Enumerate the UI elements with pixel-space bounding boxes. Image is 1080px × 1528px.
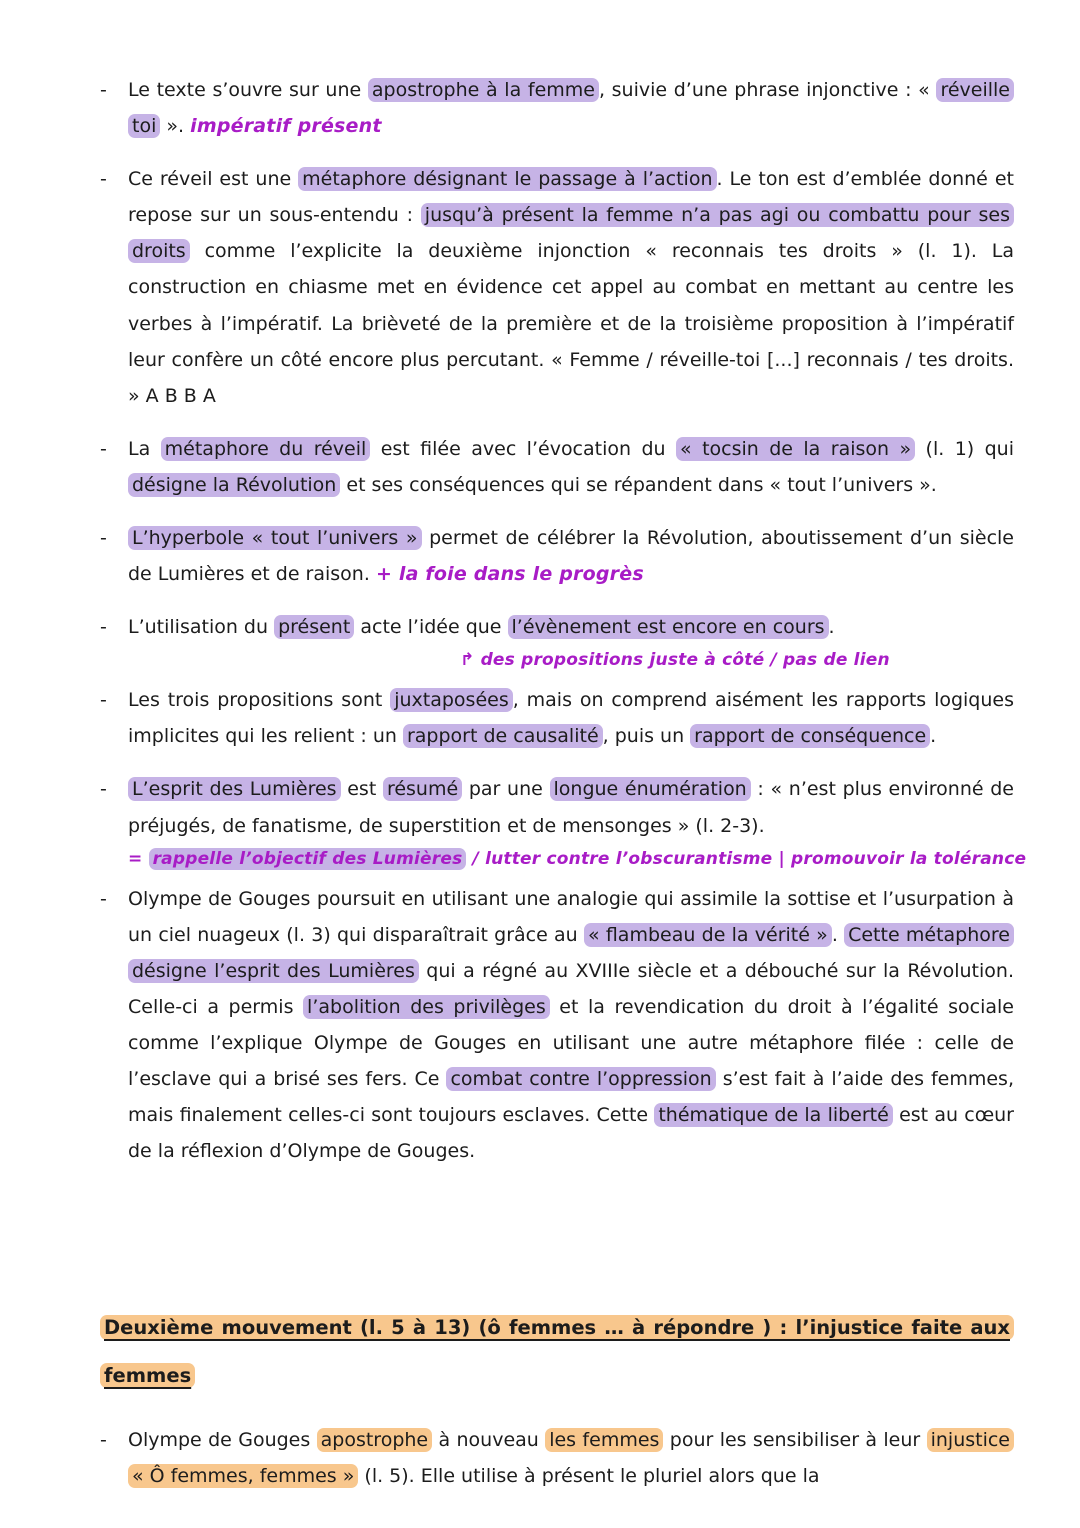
body-text: . <box>831 923 845 946</box>
body-text: pour les sensibiliser à leur <box>663 1428 927 1451</box>
highlighted-text: les femmes <box>545 1428 663 1452</box>
highlighted-text: l’abolition des privilèges <box>303 995 550 1019</box>
highlighted-text: jusqu’à présent la femme n’a pas agi ou combattu pour ses droits <box>128 203 1014 263</box>
highlighted-text: apostrophe <box>317 1428 433 1452</box>
body-text: (l. 1) qui <box>915 437 1014 460</box>
body-text: et ses conséquences qui se répandent dans « tout l’univers ». <box>340 473 937 496</box>
body-text: est <box>340 778 383 801</box>
body-text: qui a régné au XVIIIe siècle et a débouché sur la Révolution. Celle-ci a permis <box>128 959 1014 1018</box>
handwritten-annotation <box>100 649 1014 672</box>
pen-annotation-text: ↱ des propositions juste à côté / pas de lien <box>460 650 890 671</box>
body-text: Olympe de Gouges poursuit en utilisant une analogie qui assimile la sottise et l’usurpation à un ciel nuageux (l. 3) qui disparaîtrait grâce au <box>128 887 1014 946</box>
bullet-dash: - <box>100 778 107 801</box>
highlighted-text: L’hyperbole « tout l’univers » <box>128 526 422 550</box>
highlighted-text: Deuxième mouvement (l. 5 à 13) (ô femmes … à répondre ) : l’injustice faite aux femmes <box>100 1315 1014 1388</box>
bullet-dash: - <box>100 887 107 910</box>
bullet-dash: - <box>100 689 107 712</box>
bullet-dash: - <box>100 79 107 101</box>
body-text: . Le ton est d’emblée donné et repose sur un sous-entendu : <box>128 168 1014 227</box>
highlighted-text: présent <box>274 615 354 639</box>
body-text: . <box>930 725 937 748</box>
bullet-dash: - <box>100 1428 107 1451</box>
bullet-text <box>128 771 1014 843</box>
bullet-item <box>100 431 1014 503</box>
bullet-dash: - <box>100 168 107 191</box>
highlighted-text: réveille toi <box>128 78 1014 138</box>
body-text: acte l’idée que <box>354 616 508 639</box>
highlighted-text: longue énumération <box>550 777 751 801</box>
highlighted-text: injustice « Ô femmes, femmes » <box>128 1428 1014 1488</box>
body-text: (l. 5). Elle utilise à présent le pluriel alors que la <box>358 1464 820 1487</box>
body-text: La <box>128 437 161 460</box>
handwritten-annotation <box>100 848 1027 871</box>
body-text: , suivie d’une phrase injonctive : « <box>598 79 937 101</box>
body-text: et la revendication du droit à l’égalité sociale comme l’explique Olympe de Gouges en utilisant une autre métaphore filée : celle de l’esclave qui a brisé ses fers. Ce <box>128 995 1014 1091</box>
highlighted-text: thématique de la liberté <box>654 1103 893 1127</box>
body-text: permet de célébrer la Révolution, aboutissement d’un siècle de Lumières et de raison. <box>128 527 1014 586</box>
highlighted-text: l’évènement est encore en cours <box>508 615 829 639</box>
body-text: . <box>828 616 835 639</box>
bullet-text <box>128 609 1014 645</box>
highlighted-text: L’esprit des Lumières <box>128 777 341 801</box>
bullet-text <box>128 881 1014 1170</box>
highlighted-text: combat contre l’oppression <box>446 1067 715 1091</box>
highlighted-text: métaphore désignant le passage à l’action <box>298 167 716 191</box>
body-text: à nouveau <box>432 1428 546 1451</box>
bullet-item <box>100 682 1014 754</box>
body-text: par une <box>462 778 550 801</box>
body-text: L’utilisation du <box>128 616 275 639</box>
highlighted-text: apostrophe à la femme <box>368 78 599 102</box>
body-text: : « n’est plus environné de préjugés, de fanatisme, de superstition et de mensonges » (l. 2-3). <box>128 778 1014 837</box>
pen-annotation-text: rappelle l’objectif des Lumières <box>149 848 467 870</box>
bullet-item <box>100 771 1014 843</box>
bullet-item <box>100 72 1014 144</box>
bullet-text <box>128 682 1014 754</box>
pen-annotation-text: impératif présent <box>190 115 382 138</box>
body-text: Olympe de Gouges <box>128 1428 317 1451</box>
body-text: est au cœur de la réflexion d’Olympe de Gouges. <box>128 1104 1014 1163</box>
body-text: Ce réveil est une <box>128 168 299 191</box>
pen-annotation-text: = <box>128 848 149 869</box>
highlighted-text: juxtaposées <box>390 688 513 712</box>
pen-annotation-text: + la foie dans le progrès <box>375 563 644 586</box>
bullet-text <box>128 520 1014 592</box>
pen-annotation-text: / lutter contre l’obscurantisme | promouvoir la tolérance <box>466 848 1027 869</box>
bullet-text <box>128 72 1014 144</box>
body-text: , mais on comprend aisément les rapports logiques implicites qui les relient : un <box>128 689 1014 748</box>
body-text: Le texte s’ouvre sur une <box>128 79 368 101</box>
bullet-dash: - <box>100 527 107 550</box>
body-text: ». <box>160 115 191 138</box>
highlighted-text: rapport de conséquence <box>690 724 930 748</box>
bullet-text <box>128 161 1014 414</box>
highlighted-text: rapport de causalité <box>403 724 603 748</box>
bullet-item <box>100 609 1014 645</box>
highlighted-text: « flambeau de la vérité » <box>584 923 832 947</box>
body-text: Les trois propositions sont <box>128 689 391 712</box>
highlighted-text: Cette métaphore désigne l’esprit des Lumières <box>128 923 1014 983</box>
bullet-item <box>100 1422 1014 1494</box>
spacer <box>100 1186 1014 1304</box>
bullet-text <box>128 431 1014 503</box>
bullet-item <box>100 881 1014 1170</box>
bullet-item <box>100 161 1014 414</box>
body-text: est filée avec l’évocation du <box>370 437 677 460</box>
bullet-dash: - <box>100 437 107 460</box>
highlighted-text: désigne la Révolution <box>128 473 340 497</box>
body-text: s’est fait à l’aide des femmes, mais finalement celles-ci sont toujours esclaves. Cette <box>128 1068 1014 1127</box>
highlighted-text: « tocsin de la raison » <box>676 437 915 461</box>
bullet-dash: - <box>100 616 107 639</box>
body-text: comme l’explicite la deuxième injonction « reconnais tes droits » (l. 1). La construction en chiasme met en évidence cet appel au combat en mettant au centre les verbes à l’impératif. La brièveté de la première et de la troisième proposition à l’impératif leur confère un côté encore plus percutant. « Femme / réveille-toi [...] reconnais / tes droits. » A B B A <box>128 240 1014 407</box>
body-text: , puis un <box>602 725 691 748</box>
section-heading <box>100 1304 1014 1400</box>
highlighted-text: métaphore du réveil <box>161 437 371 461</box>
document-content <box>100 72 1027 1494</box>
highlighted-text: résumé <box>383 777 462 801</box>
bullet-item <box>100 520 1014 592</box>
bullet-text <box>128 1422 1014 1494</box>
